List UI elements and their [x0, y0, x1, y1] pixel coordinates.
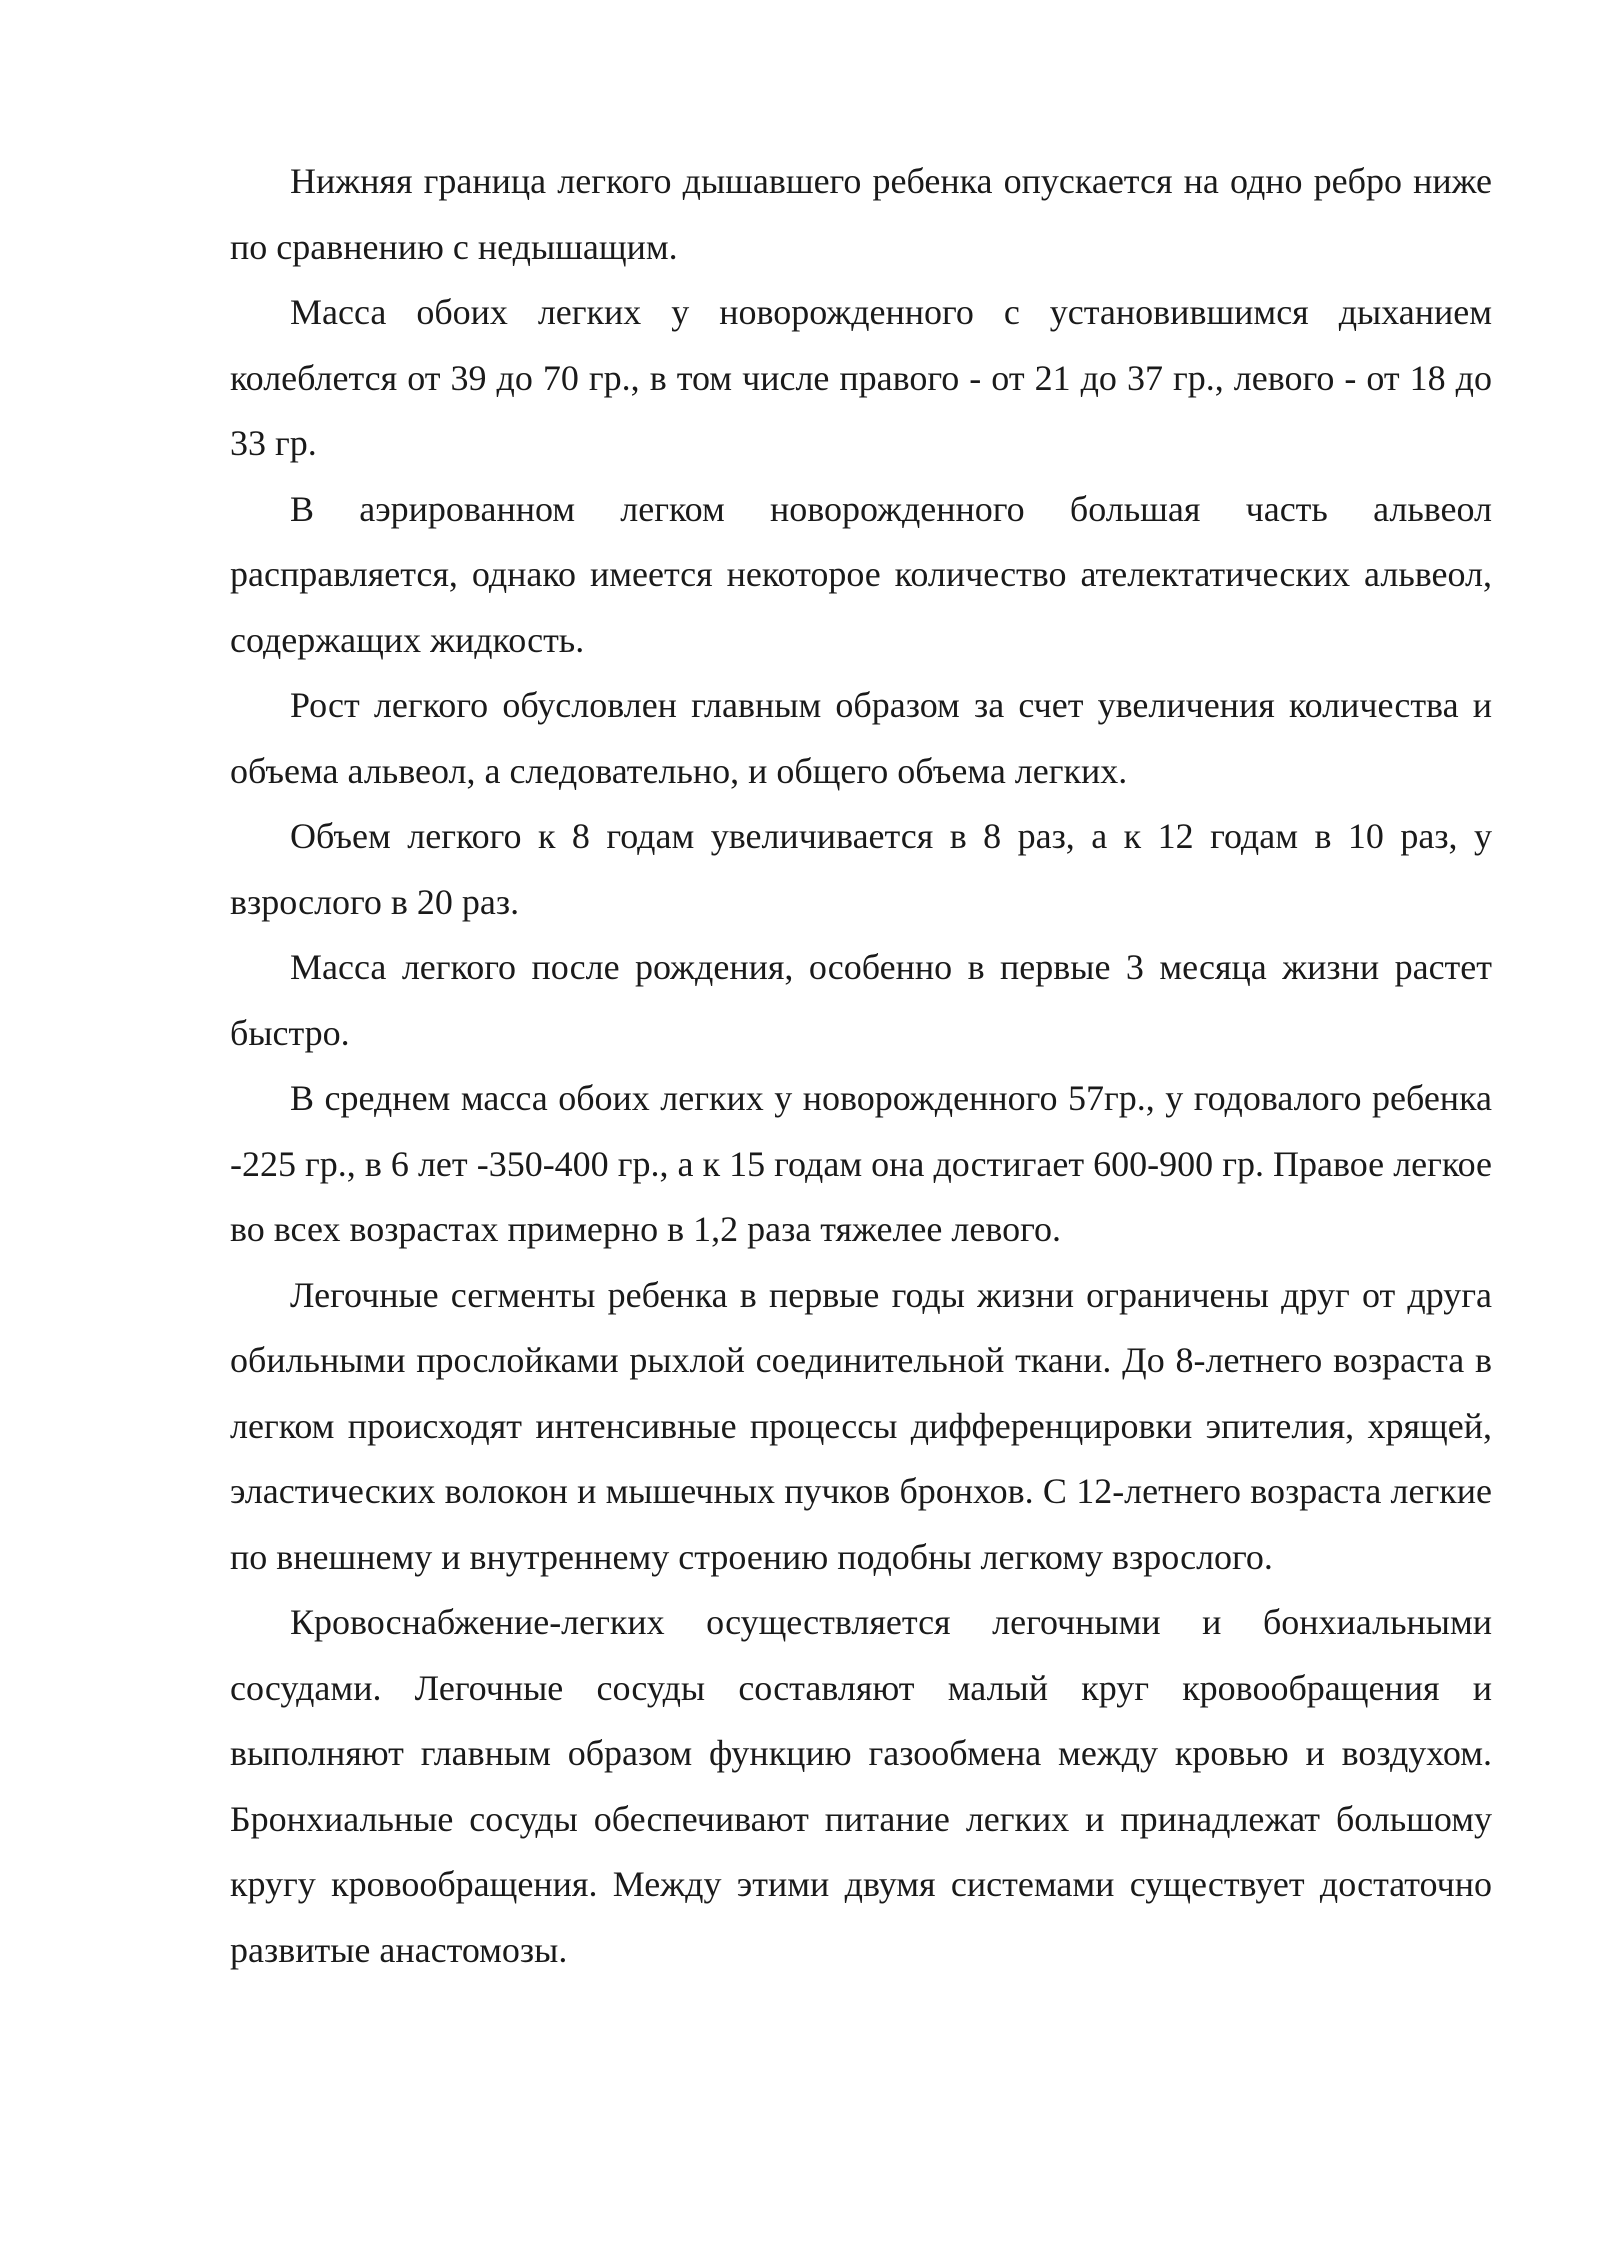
paragraph-lung-mass-after-birth: Масса легкого после рождения, особенно в первые 3 месяца жизни растет быстро. [230, 947, 1492, 1053]
paragraph-lung-mass-newborn: Масса обоих легких у новорожденного с установившимся дыханием колеблется от 39 до 70 гр., в том числе правого - от 21 до 37 гр., левого - от 18 до 33 гр. [230, 292, 1492, 463]
paragraph-average-lung-mass: В среднем масса обоих легких у новорожденного 57гр., у годовалого ребенка -225 гр., в 6 лет -350-400 гр., а к 15 годам она достигает 600-900 гр. Правое легкое во всех возрастах примерно в 1,2 раза тяжелее левого. [230, 1078, 1492, 1249]
paragraph-lung-segments: Легочные сегменты ребенка в первые годы жизни ограничены друг от друга обильными прослойками рыхлой соединительной ткани. До 8-летнего возраста в легком происходят интенсивные процессы дифференцировки эпителия, хрящей, эластических волокон и мышечных пучков бронхов. С 12-летнего возраста легкие по внешнему и внутреннему строению подобны легкому взрослого. [230, 1274, 1492, 1577]
paragraph-blood-supply: Кровоснабжение-легких осуществляется легочными и бонхиальными сосудами. Легочные сосуды составляют малый круг кровообращения и выполняют главным образом функцию газообмена между кровью и воздухом. Бронхиальные сосуды обеспечивают питание легких и принадлежат большому кругу кровообращения. Между этими двумя системами существует достаточно развитые анастомозы. [230, 1602, 1492, 1970]
paragraph-lower-lung-border: Нижняя граница легкого дышавшего ребенка опускается на одно ребро ниже по сравнению с недышащим. [230, 161, 1492, 267]
paragraph-lung-volume: Объем легкого к 8 годам увеличивается в 8 раз, а к 12 годам в 10 раз, у взрослого в 20 раз. [230, 816, 1492, 922]
document-body [230, 149, 1492, 1983]
paragraph-aerated-lung: В аэрированном легком новорожденного большая часть альвеол расправляется, однако имеется некоторое количество ателектатических альвеол, содержащих жидкость. [230, 488, 1492, 660]
paragraph-lung-growth: Рост легкого обусловлен главным образом за счет увеличения количества и объема альвеол, а следовательно, и общего объема легких. [230, 685, 1492, 791]
